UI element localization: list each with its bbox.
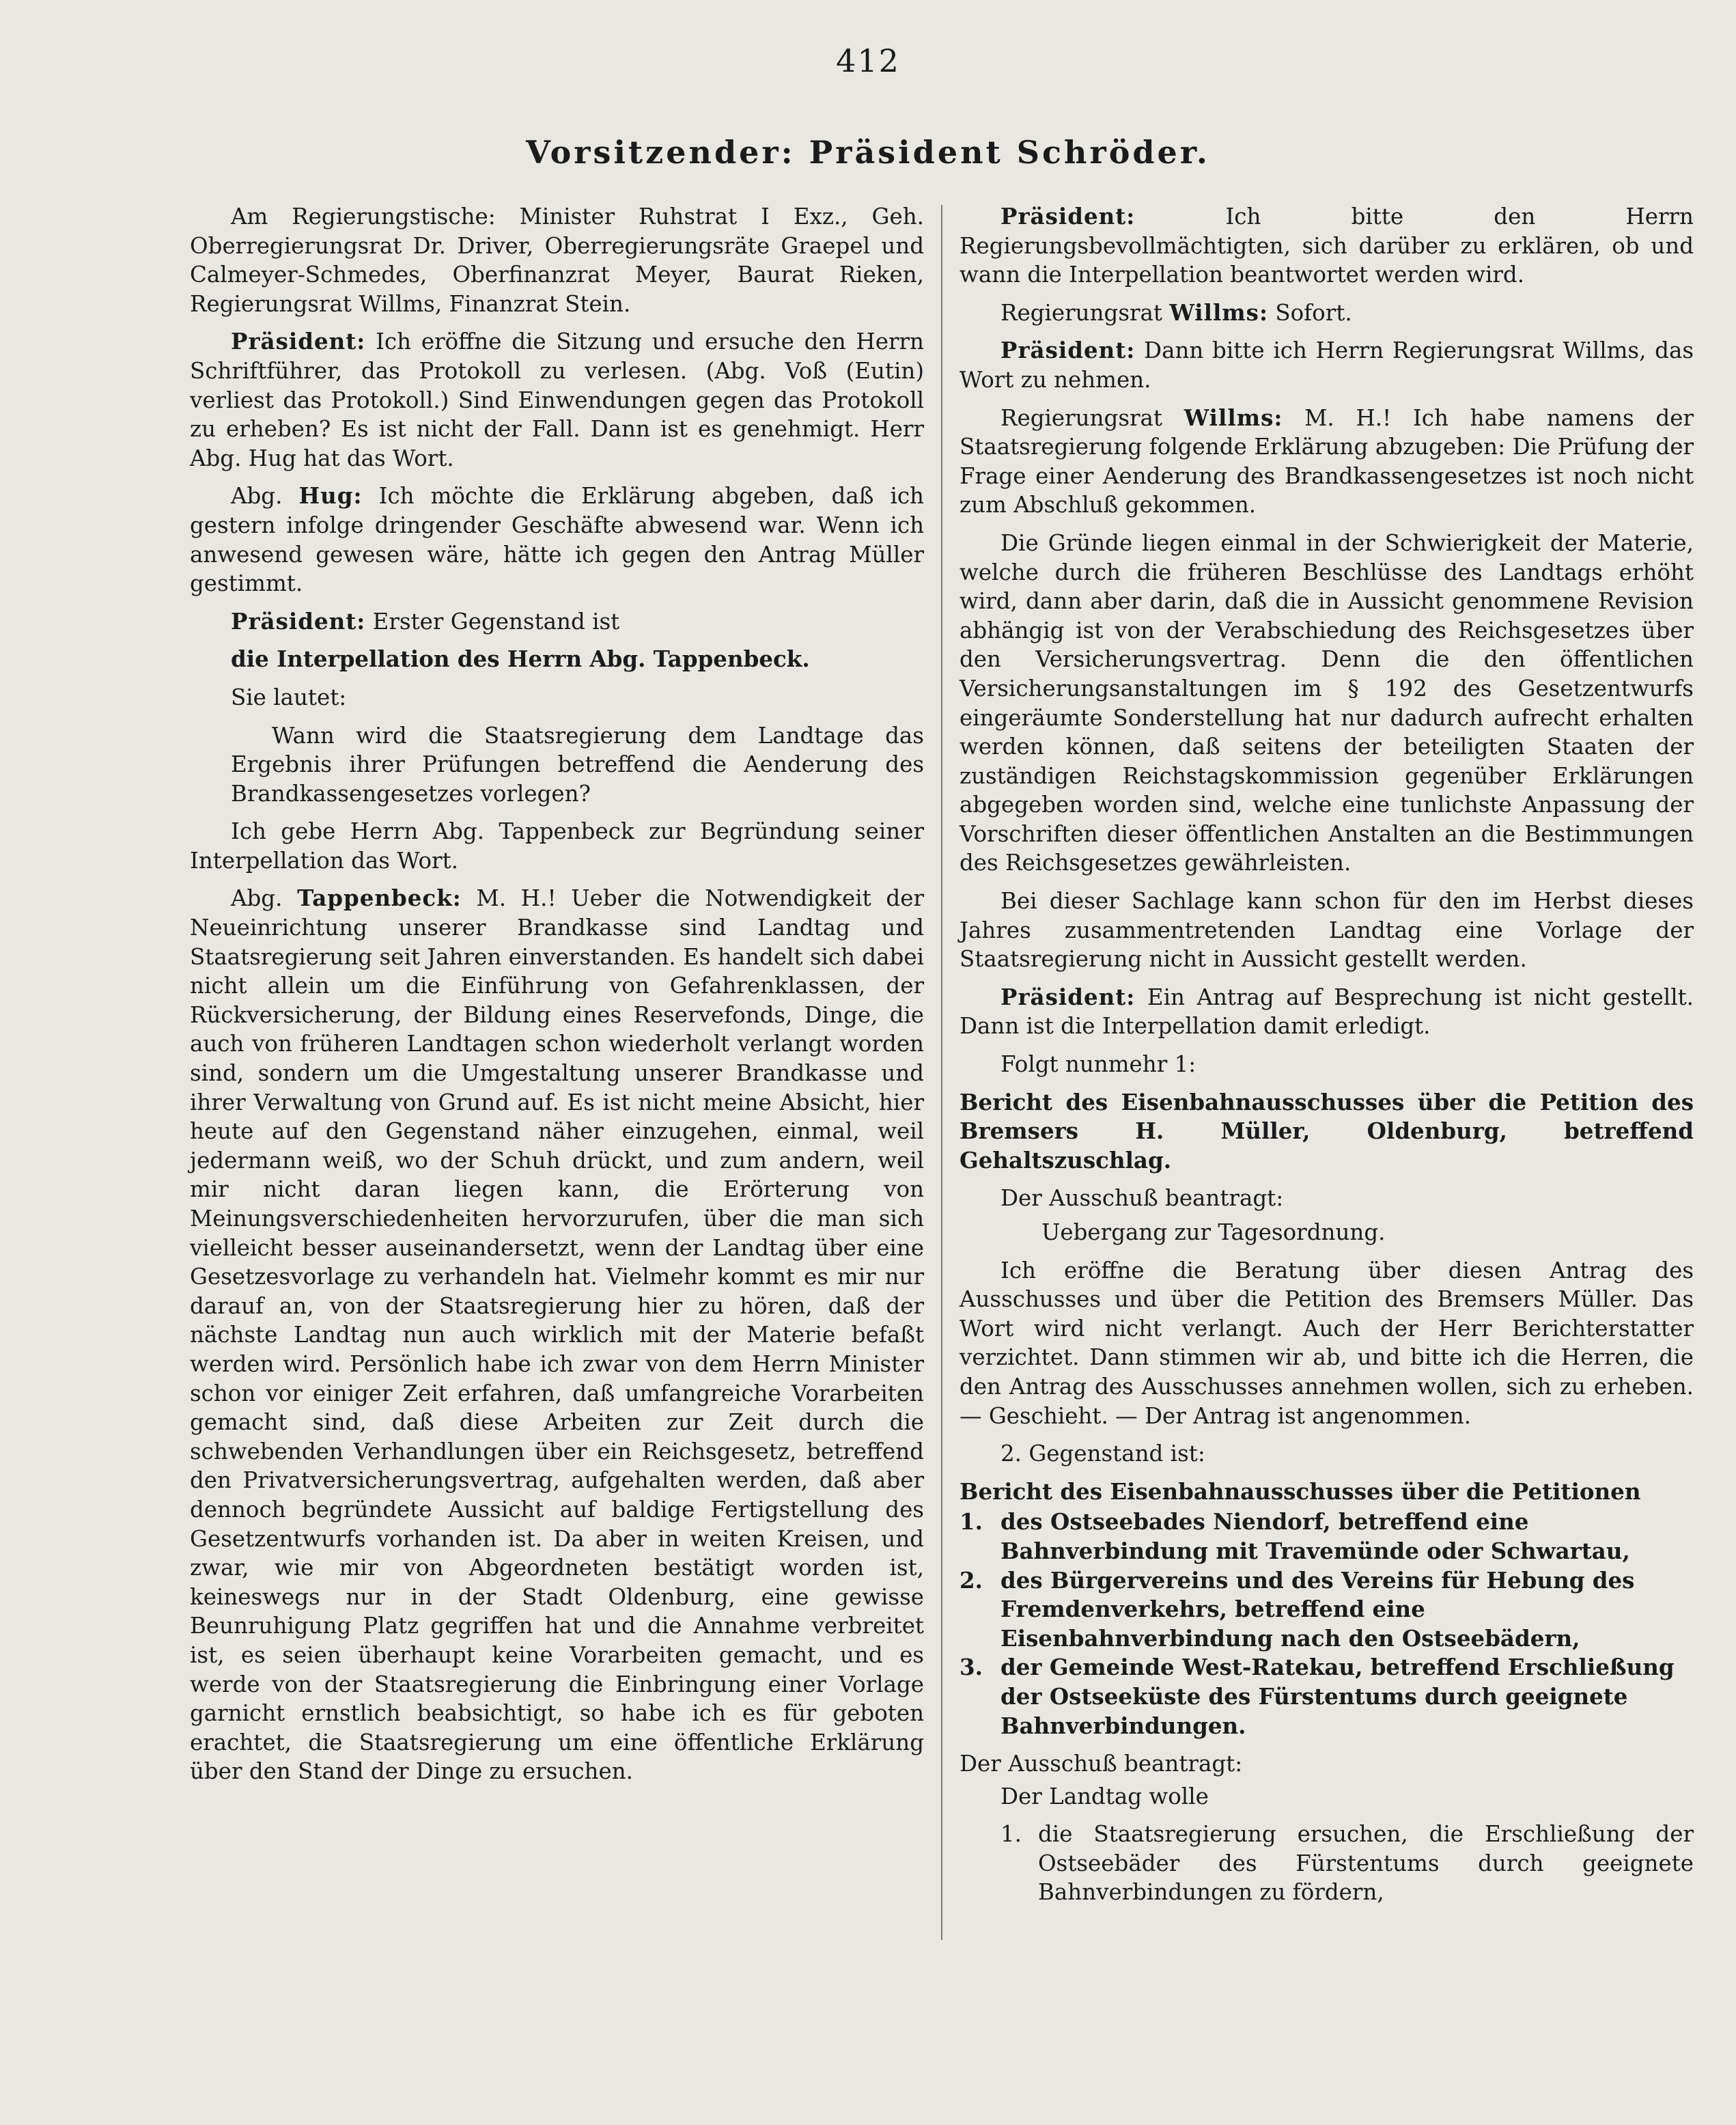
speech-text: Dann bitte ich Herrn Regierungsrat Willms, das Wort zu nehmen. [960, 337, 1694, 393]
list-item: 1. die Staatsregierung ersuchen, die Erschließung der Ostseebäder des Fürstentums durch geeignete Bahnverbindungen zu fördern, [1000, 1821, 1694, 1906]
speaker-name: Präsident: [231, 607, 366, 635]
petition-list [960, 1508, 1694, 1740]
report-heading-2: Bericht des Eisenbahnausschusses über die Petitionen [960, 1477, 1641, 1505]
page-number: 412 [836, 42, 900, 79]
report-heading-1: Bericht des Eisenbahnausschusses über die Petition des Bremsers H. Müller, Oldenburg, betreffend Gehaltszuschlag. [960, 1088, 1694, 1173]
paragraph-tappenbeck [190, 884, 924, 1786]
paragraph-president-willms [960, 336, 1694, 394]
speaker-name: Präsident: [231, 328, 366, 355]
speech-text: Ich eröffne die Sitzung und ersuche den Herrn Schriftführer, das Protokoll zu verlesen. (Abg. Voß (Eutin) verliest das Protokoll.) Sind Einwendungen gegen das Protokoll zu erheben? Es ist nicht der Fall. Dann ist es genehmigt. Herr Abg. Hug hat das Wort. [190, 329, 924, 471]
speaker-name: Willms: [1169, 298, 1268, 326]
right-column [960, 202, 1694, 1907]
list-item: 1. des Ostseebades Niendorf, betreffend eine Bahnverbindung mit Travemünde oder Schwartau, [960, 1508, 1630, 1564]
paragraph-president-opening [190, 327, 924, 473]
speech-text: Erster Gegenstand ist [365, 608, 620, 635]
interpellation-quote: Wann wird die Staatsregierung dem Landtage das Ergebnis ihrer Prüfungen betreffend die Aenderung des Brandkassengesetzes vorlegen? [231, 722, 924, 807]
paragraph-president-first-item [190, 607, 924, 637]
paragraph-reasons: Die Gründe liegen einmal in der Schwierigkeit der Materie, welche durch die früheren Beschlüsse des Landtags erhöht wird, dann aber darin, daß die in Aussicht genommene Revision abhängig ist von der Verabschiedung des Reichsgesetzes über den Versicherungsvertrag. Denn die den öffentlichen Versicherungsanstaltungen im § 192 des Gesetzentwurfs eingeräumte Sonderstellung hat nur dadurch aufrecht erhalten werden können, daß seitens der beteiligten Staaten der zuständigen Reichstagskommission gegenüber Erklärungen abgegeben worden sind, welche eine tunlichste Anpassung der Vorschriften dieser öffentlichen Anstalten an die Bestimmungen des Reichsgesetzes gewährleisten. [960, 529, 1694, 876]
speaker-prefix: Regierungsrat [1000, 404, 1184, 431]
speaker-name: Präsident: [1000, 337, 1136, 364]
speech-text: Ich möchte die Erklärung abgeben, daß ich gestern infolge dringender Geschäfte abwesend war. Wenn ich anwesend gewesen wäre, hätte ich gegen den Antrag Müller gestimmt. [190, 483, 924, 597]
topic-heading: die Interpellation des Herrn Abg. Tappenbeck. [231, 645, 810, 673]
speaker-prefix: Abg. [231, 885, 298, 912]
list-item: 3. der Gemeinde West-Ratekau, betreffend Erschließung der Ostseeküste des Fürstentums durch geeignete Bahnverbindungen. [960, 1654, 1675, 1739]
speech-text: Ein Antrag auf Besprechung ist nicht gestellt. Dann ist die Interpellation damit erledigt. [960, 984, 1694, 1040]
speech-text: M. H.! Ich habe namens der Staatsregierung folgende Erklärung abzugeben: Die Prüfung der Frage einer Aenderung des Brandkassengesetzes ist noch nicht zum Abschluß gekommen. [960, 404, 1694, 518]
motion-list [960, 1820, 1694, 1907]
speaker-name: Tappenbeck: [297, 885, 462, 912]
paragraph-landtag-wolle: Der Landtag wolle [1000, 1783, 1209, 1809]
paragraph-next-item: Folgt nunmehr 1: [1000, 1051, 1196, 1078]
page-header: Vorsitzender: Präsident Schröder. [526, 134, 1210, 171]
paragraph-president-question [960, 202, 1694, 290]
speaker-name: Präsident: [1000, 983, 1136, 1010]
sie-lautet: Sie lautet: [231, 684, 347, 710]
speaker-prefix: Regierungsrat [1000, 299, 1170, 326]
speech-text: Sofort. [1268, 299, 1352, 326]
paragraph-hug [190, 482, 924, 598]
paragraph-situation: Bei dieser Sachlage kann schon für den im Herbst dieses Jahres zusammentretenden Landtag eine Vorlage der Staatsregierung nicht in Aussicht gestellt werden. [960, 888, 1694, 973]
paragraph-willms-statement [960, 404, 1694, 520]
speech-text: Ich bitte den Herrn Regierungsbevollmächtigten, sich darüber zu erklären, ob und wann die Interpellation beantwortet werden wird. [960, 204, 1694, 288]
speaker-prefix: Abg. [231, 483, 299, 510]
paragraph-president-tappenbeck: Ich gebe Herrn Abg. Tappenbeck zur Begründung seiner Interpellation das Wort. [190, 818, 924, 874]
speaker-name: Willms: [1184, 404, 1283, 431]
left-column [190, 202, 924, 1795]
paragraph-vote: Ich eröffne die Beratung über diesen Antrag des Ausschusses und über die Petition des Bremsers Müller. Das Wort wird nicht verlangt. Auch der Herr Berichterstatter verzichtet. Dann stimmen wir ab, und bitte ich die Herren, die den Antrag des Ausschusses annehmen wollen, sich zu erheben. — Geschieht. — Der Antrag ist angenommen. [960, 1257, 1694, 1429]
list-item: 2. des Bürgervereins und des Vereins für Hebung des Fremdenverkehrs, betreffend eine Eisenbahnverbindung nach den Ostseebädern, [960, 1566, 1635, 1652]
attendance-paragraph: Am Regierungstische: Minister Ruhstrat I Exz., Geh. Oberregierungsrat Dr. Driver, Oberregierungsräte Graepel und Calmeyer-Schmedes, Oberfinanzrat Meyer, Baurat Rieken, Regierungsrat Willms, Finanzrat Stein. [190, 204, 924, 317]
paragraph-agenda: Uebergang zur Tagesordnung. [1041, 1219, 1386, 1245]
paragraph-committee-motion: Der Ausschuß beantragt: [1000, 1185, 1284, 1212]
paragraph-committee-motion-2: Der Ausschuß beantragt: [960, 1751, 1243, 1777]
speaker-name: Präsident: [1000, 203, 1136, 230]
speech-text: M. H.! Ueber die Notwendigkeit der Neueinrichtung unserer Brandkasse sind Landtag und Staatsregierung seit Jahren einverstanden. Es handelt sich dabei nicht allein um die Einführung von Gefahrenklassen, der Rückversicherung, der Bildung eines Reservefonds, Dinge, die auch von früheren Landtagen schon wiederholt verlangt worden sind, sondern um die Umgestaltung unserer Brandkasse und ihrer Verwaltung von Grund auf. Es ist nicht meine Absicht, hier heute auf den Gegenstand näher einzugehen, einmal, weil jedermann weiß, wo der Schuh drückt, und zum andern, weil mir nicht daran liegen kann, die Erörterung von Meinungsverschiedenheiten hervorzurufen, über die man sich vielleicht besser auseinandersetzt, wenn der Landtag über eine Gesetzesvorlage zu verhandeln hat. Vielmehr kommt es mir nur darauf an, von der Staatsregierung hier zu hören, daß der nächste Landtag nun auch wirklich mit der Materie befaßt werden wird. Persönlich habe ich zwar von dem Herrn Minister schon vor einiger Zeit erfahren, daß umfangreiche Vorarbeiten gemacht sind, daß diese Arbeiten zur Zeit durch die schwebenden Verhandlungen über ein Reichsgesetz, betreffend den Privatversicherungsvertrag, aufgehalten werden, daß aber dennoch begründete Aussicht auf baldige Fertigstellung des Gesetzentwurfs vorhanden ist. Da aber in weiten Kreisen, und zwar, wie mir von Abgeordneten bestätigt worden ist, keineswegs nur in der Stadt Oldenburg, eine gewisse Beunruhigung Platz gegriffen hat und die Annahme verbreitet ist, es seien überhaupt keine Vorarbeiten gemacht, und es werde von der Staatsregierung die Einbringung einer Vorlage garnicht ernstlich beabsichtigt, so habe ich es für geboten erachtet, die Staatsregierung um eine öffentliche Erklärung über den Stand der Dinge zu ersuchen. [190, 885, 924, 1785]
column-divider [941, 205, 942, 1940]
paragraph-willms-sofort [960, 298, 1694, 328]
paragraph-president-closing [960, 983, 1694, 1041]
speaker-name: Hug: [298, 482, 363, 510]
paragraph-second-item: 2. Gegenstand ist: [1000, 1441, 1205, 1467]
